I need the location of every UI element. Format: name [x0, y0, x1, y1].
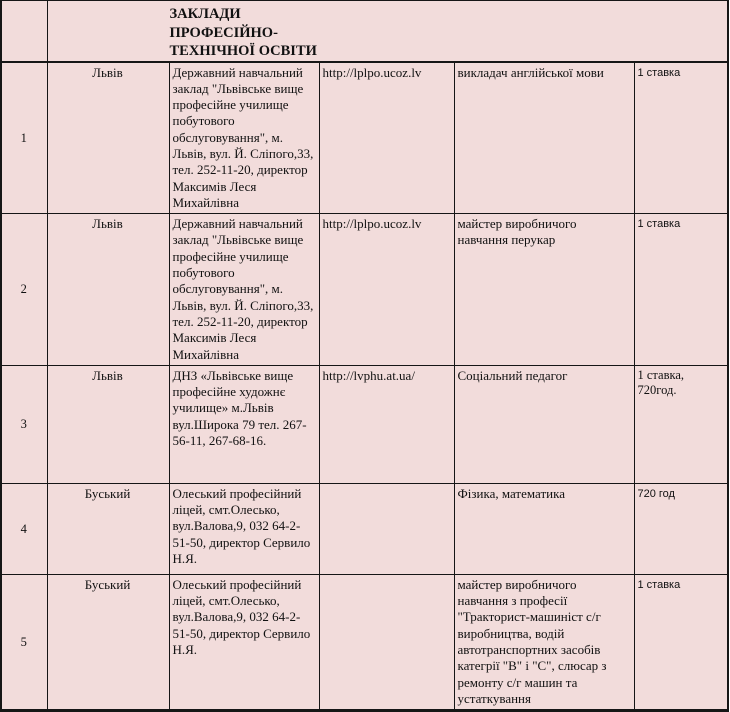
row-number-cell: 1 [1, 62, 47, 214]
row-number-cell: 4 [1, 483, 47, 574]
rate-cell: 1 ставка [634, 574, 728, 710]
position-cell: майстер виробничого навчання перукар [454, 214, 634, 366]
position-cell: викладач англійської мови [454, 62, 634, 214]
institution-cell: Олеський професійний ліцей, смт.Олесько, вул.Валова,9, 032 64-2-51-50, директор Сервило Н.Я. [169, 483, 319, 574]
position-cell: Фізика, математика [454, 483, 634, 574]
url-cell: http://lvphu.at.ua/ [319, 365, 454, 483]
table-row [1, 574, 728, 710]
region-cell: Буський [47, 574, 169, 710]
row-number-cell: 5 [1, 574, 47, 710]
table-title: ЗАКЛАДИ ПРОФЕСІЙНО-ТЕХНІЧНОЇ ОСВІТИ [169, 6, 317, 59]
row-number-cell: 3 [1, 365, 47, 483]
row-number-cell: 2 [1, 214, 47, 366]
url-cell [319, 483, 454, 574]
institution-cell: Державний навчальний заклад "Львівське вище професійне училище побутового обслуговування", м. Львів, вул. Й. Сліпого,33, тел. 252-11-20, директор Максимів Леся Михайлівна [169, 62, 319, 214]
region-cell: Львів [47, 62, 169, 214]
table-row [1, 214, 728, 366]
rate-cell: 720 год [634, 483, 728, 574]
url-cell [319, 574, 454, 710]
rate-cell: 1 ставка [634, 214, 728, 366]
table-row [1, 62, 728, 214]
table-row [1, 483, 728, 574]
region-cell: Буський [47, 483, 169, 574]
table-header-row [1, 1, 728, 62]
institution-cell: ДНЗ «Львівське вище професійне художнє училище» м.Львів вул.Широка 79 тел. 267-56-11, 267-68-16. [169, 365, 319, 483]
header-title-cell [47, 1, 728, 62]
position-cell: Соціальний педагог [454, 365, 634, 483]
table-row [1, 365, 728, 483]
rate-cell: 1 ставка [634, 62, 728, 214]
url-cell: http://lplpo.ucoz.lv [319, 62, 454, 214]
header-empty-cell [1, 1, 47, 62]
institution-cell: Олеський професійний ліцей, смт.Олесько, вул.Валова,9, 032 64-2-51-50, директор Сервило Н.Я. [169, 574, 319, 710]
institution-cell: Державний навчальний заклад "Львівське вище професійне училище побутового обслуговування", м. Львів, вул. Й. Сліпого,33, тел. 252-11-20, директор Максимів Леся Михайлівна [169, 214, 319, 366]
rate-cell: 1 ставка, 720год. [634, 365, 728, 483]
region-cell: Львів [47, 365, 169, 483]
position-cell: майстер виробничого навчання з професії "Тракторист-машиніст с/г виробництва, водій автотранспортних засобів категрії "В" і "С", слюсар з ремонту с/г машин та устаткування [454, 574, 634, 710]
url-cell: http://lplpo.ucoz.lv [319, 214, 454, 366]
region-cell: Львів [47, 214, 169, 366]
